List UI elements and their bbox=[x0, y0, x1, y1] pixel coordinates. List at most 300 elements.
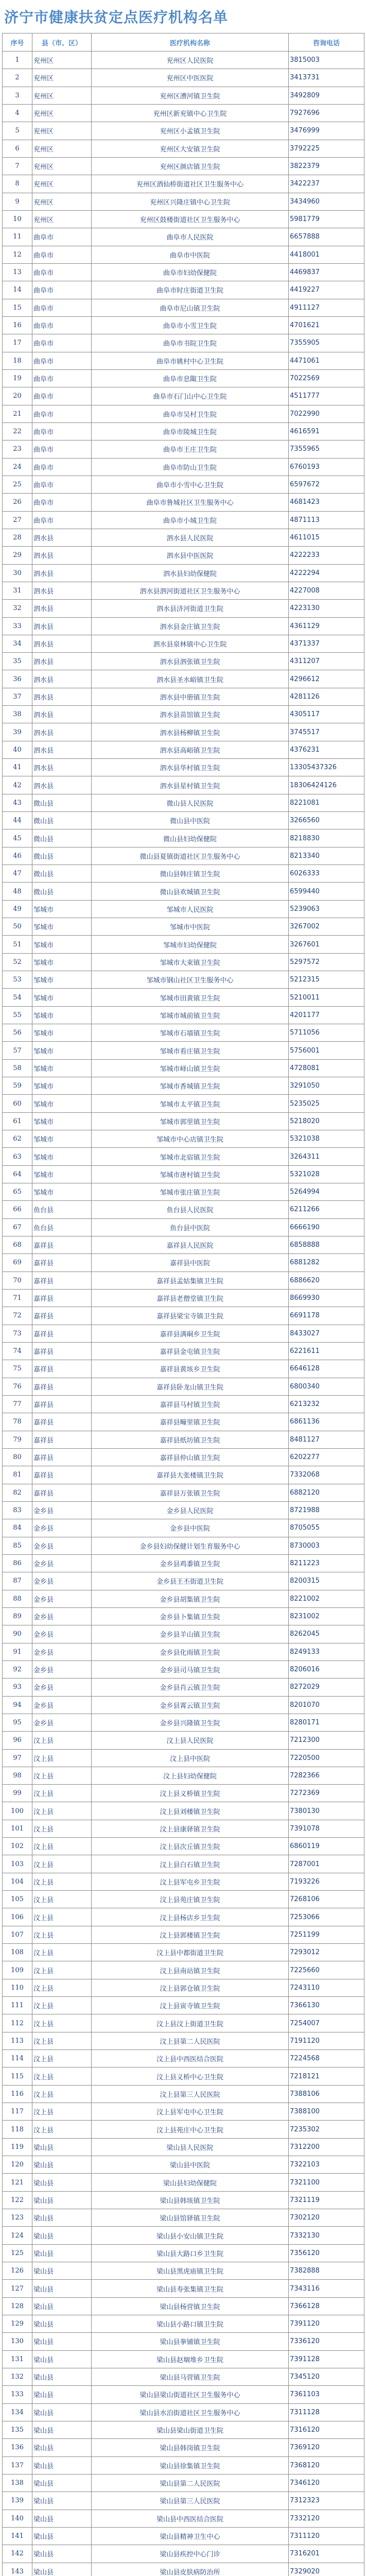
cell-institution: 泗水县中医医院 bbox=[92, 547, 289, 564]
cell-phone: 7368120 bbox=[289, 2456, 364, 2474]
table-row bbox=[3, 1501, 364, 1519]
table-row bbox=[3, 1218, 364, 1236]
cell-phone: 5756001 bbox=[289, 1042, 364, 1059]
cell-phone: 7336120 bbox=[289, 2333, 364, 2350]
cell-institution: 微山县妇幼保健院 bbox=[92, 829, 289, 847]
table-row bbox=[3, 511, 364, 529]
cell-institution: 曲阜市人民医院 bbox=[92, 228, 289, 246]
cell-serial: 51 bbox=[3, 936, 32, 953]
table-row bbox=[3, 1024, 364, 1042]
table-row bbox=[3, 1749, 364, 1767]
cell-institution: 邹城市张庄镇卫生院 bbox=[92, 1183, 289, 1201]
cell-phone: 3792225 bbox=[289, 140, 364, 157]
cell-institution: 汶上县妇幼保健院 bbox=[92, 1767, 289, 1784]
cell-institution: 汶上县中西医结合医院 bbox=[92, 2050, 289, 2067]
table-row bbox=[3, 2085, 364, 2103]
cell-phone: 7193226 bbox=[289, 1873, 364, 1890]
table-row bbox=[3, 741, 364, 758]
cell-county: 梁山县 bbox=[32, 2191, 92, 2209]
cell-serial: 80 bbox=[3, 1448, 32, 1466]
cell-phone: 3822379 bbox=[289, 157, 364, 175]
cell-phone: 4281126 bbox=[289, 688, 364, 705]
cell-institution: 兖州区新兖镇中心卫生院 bbox=[92, 104, 289, 122]
cell-serial: 9 bbox=[3, 193, 32, 210]
table-row bbox=[3, 458, 364, 476]
table-row bbox=[3, 1926, 364, 1943]
cell-county: 汶上县 bbox=[32, 1732, 92, 1749]
cell-phone: 7218121 bbox=[289, 2067, 364, 2085]
cell-serial: 81 bbox=[3, 1466, 32, 1484]
cell-county: 金乡县 bbox=[32, 1590, 92, 1607]
table-row bbox=[3, 494, 364, 511]
table-row bbox=[3, 865, 364, 883]
cell-phone: 3291050 bbox=[289, 1077, 364, 1095]
cell-county: 曲阜市 bbox=[32, 511, 92, 529]
cell-phone: 7388100 bbox=[289, 2103, 364, 2121]
cell-county: 曲阜市 bbox=[32, 263, 92, 281]
cell-institution: 梁山县疾控中心门诊 bbox=[92, 2545, 289, 2563]
cell-phone: 6882120 bbox=[289, 1484, 364, 1501]
cell-county: 汶上县 bbox=[32, 2085, 92, 2103]
cell-phone: 4371337 bbox=[289, 635, 364, 652]
cell-serial: 2 bbox=[3, 69, 32, 87]
cell-serial: 66 bbox=[3, 1201, 32, 1218]
cell-serial: 78 bbox=[3, 1413, 32, 1431]
cell-county: 邹城市 bbox=[32, 1006, 92, 1024]
cell-county: 邹城市 bbox=[32, 1042, 92, 1059]
cell-county: 汶上县 bbox=[32, 1838, 92, 1855]
cell-institution: 曲阜市小雪卫生院 bbox=[92, 316, 289, 334]
cell-phone: 8705055 bbox=[289, 1519, 364, 1537]
cell-phone: 7927696 bbox=[289, 104, 364, 122]
cell-phone: 6213232 bbox=[289, 1395, 364, 1413]
cell-phone: 8433027 bbox=[289, 1325, 364, 1342]
cell-county: 汶上县 bbox=[32, 1891, 92, 1908]
cell-county: 嘉祥县 bbox=[32, 1484, 92, 1501]
cell-phone: 8201070 bbox=[289, 1696, 364, 1714]
table-row bbox=[3, 2333, 364, 2350]
cell-institution: 泗水县华村镇卫生院 bbox=[92, 759, 289, 776]
table-row bbox=[3, 1006, 364, 1024]
table-row bbox=[3, 1607, 364, 1625]
cell-county: 泗水县 bbox=[32, 706, 92, 723]
table-row bbox=[3, 140, 364, 157]
cell-county: 金乡县 bbox=[32, 1625, 92, 1643]
cell-institution: 汶上县杨店乡卫生院 bbox=[92, 1908, 289, 1926]
cell-county: 汶上县 bbox=[32, 1944, 92, 1961]
table-row bbox=[3, 847, 364, 865]
cell-phone: 4361129 bbox=[289, 617, 364, 635]
cell-county: 梁山县 bbox=[32, 2474, 92, 2492]
cell-county: 泗水县 bbox=[32, 653, 92, 670]
cell-county: 嘉祥县 bbox=[32, 1448, 92, 1466]
table-row bbox=[3, 1413, 364, 1431]
table-row bbox=[3, 352, 364, 369]
cell-county: 曲阜市 bbox=[32, 316, 92, 334]
cell-serial: 48 bbox=[3, 883, 32, 900]
cell-institution: 金乡县肖云镇卫生院 bbox=[92, 1679, 289, 1696]
cell-phone: 3815003 bbox=[289, 52, 364, 69]
table-row bbox=[3, 1077, 364, 1095]
cell-county: 嘉祥县 bbox=[32, 1289, 92, 1307]
cell-serial: 24 bbox=[3, 458, 32, 476]
cell-institution: 曲阜市妇幼保健院 bbox=[92, 263, 289, 281]
cell-county: 曲阜市 bbox=[32, 352, 92, 369]
cell-institution: 汶上县白石镇卫生院 bbox=[92, 1855, 289, 1873]
cell-phone: 8211223 bbox=[289, 1554, 364, 1572]
cell-institution: 梁山县梁山街道社区卫生服务中心 bbox=[92, 2386, 289, 2403]
cell-phone: 3413731 bbox=[289, 69, 364, 87]
cell-institution: 梁山县水泊街道社区卫生服务中心 bbox=[92, 2403, 289, 2421]
table-row bbox=[3, 2103, 364, 2121]
table-row bbox=[3, 104, 364, 122]
cell-county: 嘉祥县 bbox=[32, 1360, 92, 1378]
table-row bbox=[3, 1997, 364, 2014]
cell-phone: 8213340 bbox=[289, 847, 364, 865]
cell-county: 曲阜市 bbox=[32, 476, 92, 493]
cell-phone: 8221081 bbox=[289, 794, 364, 811]
cell-phone: 7302120 bbox=[289, 2209, 364, 2227]
cell-institution: 嘉祥县疃里镇卫生院 bbox=[92, 1413, 289, 1431]
table-row bbox=[3, 2563, 364, 2576]
table-row bbox=[3, 688, 364, 705]
table-row bbox=[3, 2350, 364, 2368]
cell-phone: 13305437326 bbox=[289, 759, 364, 776]
table-row bbox=[3, 2545, 364, 2563]
cell-county: 金乡县 bbox=[32, 1607, 92, 1625]
cell-serial: 84 bbox=[3, 1519, 32, 1537]
cell-county: 曲阜市 bbox=[32, 458, 92, 476]
cell-county: 曲阜市 bbox=[32, 440, 92, 458]
cell-institution: 金乡县中医院 bbox=[92, 1519, 289, 1537]
cell-serial: 47 bbox=[3, 865, 32, 883]
table-row bbox=[3, 900, 364, 918]
cell-institution: 邹城市田黄镇卫生院 bbox=[92, 989, 289, 1006]
table-row bbox=[3, 1112, 364, 1130]
cell-phone: 7391120 bbox=[289, 2315, 364, 2333]
table-row bbox=[3, 2014, 364, 2032]
table-row bbox=[3, 529, 364, 546]
cell-county: 邹城市 bbox=[32, 971, 92, 989]
table-row bbox=[3, 1643, 364, 1660]
cell-phone: 5981779 bbox=[289, 210, 364, 228]
cell-institution: 邹城市中医院 bbox=[92, 918, 289, 936]
cell-serial: 140 bbox=[3, 2510, 32, 2527]
cell-serial: 53 bbox=[3, 971, 32, 989]
cell-serial: 90 bbox=[3, 1625, 32, 1643]
cell-institution: 邹城市香城镇卫生院 bbox=[92, 1077, 289, 1095]
cell-serial: 137 bbox=[3, 2456, 32, 2474]
cell-phone: 7312200 bbox=[289, 2138, 364, 2156]
table-row bbox=[3, 1572, 364, 1590]
cell-serial: 93 bbox=[3, 1679, 32, 1696]
cell-phone: 5321038 bbox=[289, 1130, 364, 1148]
cell-county: 嘉祥县 bbox=[32, 1395, 92, 1413]
cell-county: 嘉祥县 bbox=[32, 1413, 92, 1431]
table-row bbox=[3, 2368, 364, 2385]
cell-serial: 56 bbox=[3, 1024, 32, 1042]
cell-serial: 3 bbox=[3, 87, 32, 104]
cell-serial: 89 bbox=[3, 1607, 32, 1625]
cell-institution: 嘉祥县黄垓乡卫生院 bbox=[92, 1360, 289, 1378]
cell-serial: 105 bbox=[3, 1891, 32, 1908]
cell-phone: 7251199 bbox=[289, 1926, 364, 1943]
cell-serial: 133 bbox=[3, 2386, 32, 2403]
cell-phone: 4471061 bbox=[289, 352, 364, 369]
cell-phone: 6858888 bbox=[289, 1236, 364, 1253]
cell-institution: 嘉祥县金屯镇卫生院 bbox=[92, 1342, 289, 1360]
cell-county: 梁山县 bbox=[32, 2280, 92, 2297]
cell-institution: 泗水县杨柳镇卫生院 bbox=[92, 723, 289, 741]
cell-county: 汶上县 bbox=[32, 2014, 92, 2032]
cell-serial: 19 bbox=[3, 369, 32, 387]
cell-county: 梁山县 bbox=[32, 2244, 92, 2262]
table-row bbox=[3, 2227, 364, 2244]
cell-serial: 54 bbox=[3, 989, 32, 1006]
cell-county: 曲阜市 bbox=[32, 334, 92, 352]
cell-phone: 6026333 bbox=[289, 865, 364, 883]
cell-institution: 嘉祥县马村镇卫生院 bbox=[92, 1395, 289, 1413]
cell-county: 汶上县 bbox=[32, 1855, 92, 1873]
table-row bbox=[3, 1891, 364, 1908]
cell-county: 汶上县 bbox=[32, 1997, 92, 2014]
cell-county: 曲阜市 bbox=[32, 246, 92, 263]
cell-county: 汶上县 bbox=[32, 2103, 92, 2121]
cell-phone: 4701621 bbox=[289, 316, 364, 334]
cell-phone: 18306424126 bbox=[289, 776, 364, 794]
cell-phone: 5235025 bbox=[289, 1095, 364, 1112]
table-row bbox=[3, 2527, 364, 2545]
cell-institution: 梁山县黑虎庙镇卫生院 bbox=[92, 2262, 289, 2280]
cell-phone: 6657888 bbox=[289, 228, 364, 246]
cell-serial: 95 bbox=[3, 1714, 32, 1731]
table-row bbox=[3, 1838, 364, 1855]
cell-phone: 4296612 bbox=[289, 670, 364, 688]
table-row bbox=[3, 1360, 364, 1378]
cell-serial: 42 bbox=[3, 776, 32, 794]
table-row bbox=[3, 2403, 364, 2421]
cell-phone: 6666190 bbox=[289, 1218, 364, 1236]
cell-serial: 22 bbox=[3, 422, 32, 440]
cell-institution: 邹城市郭里镇卫生院 bbox=[92, 1112, 289, 1130]
cell-serial: 61 bbox=[3, 1112, 32, 1130]
table-row bbox=[3, 1660, 364, 1678]
cell-institution: 汶上县苑庄中心卫生院 bbox=[92, 2121, 289, 2138]
cell-serial: 115 bbox=[3, 2067, 32, 2085]
table-row bbox=[3, 971, 364, 989]
cell-institution: 邹城市太平镇卫生院 bbox=[92, 1095, 289, 1112]
cell-county: 泗水县 bbox=[32, 564, 92, 582]
table-body bbox=[3, 52, 364, 2576]
cell-county: 邹城市 bbox=[32, 1165, 92, 1183]
cell-institution: 梁山县小路口镇卫生院 bbox=[92, 2315, 289, 2333]
cell-serial: 26 bbox=[3, 494, 32, 511]
cell-institution: 汶上县郭楼镇卫生院 bbox=[92, 1926, 289, 1943]
cell-county: 梁山县 bbox=[32, 2174, 92, 2191]
cell-serial: 129 bbox=[3, 2315, 32, 2333]
table-row bbox=[3, 1325, 364, 1342]
cell-institution: 梁山县韩岗镇卫生院 bbox=[92, 2439, 289, 2456]
cell-institution: 嘉祥县孟姑集镇卫生院 bbox=[92, 1272, 289, 1289]
table-row bbox=[3, 1183, 364, 1201]
table-row bbox=[3, 1042, 364, 1059]
table-row bbox=[3, 2138, 364, 2156]
cell-phone: 4376231 bbox=[289, 741, 364, 758]
cell-institution: 兖州区中医医院 bbox=[92, 69, 289, 87]
cell-institution: 微山县夏镇街道社区卫生服务中心 bbox=[92, 847, 289, 865]
cell-county: 曲阜市 bbox=[32, 228, 92, 246]
table-row bbox=[3, 1855, 364, 1873]
table-row bbox=[3, 2492, 364, 2510]
cell-county: 兖州区 bbox=[32, 210, 92, 228]
cell-phone: 8721988 bbox=[289, 1501, 364, 1519]
cell-county: 梁山县 bbox=[32, 2350, 92, 2368]
cell-phone: 6691178 bbox=[289, 1307, 364, 1325]
table-row bbox=[3, 706, 364, 723]
cell-serial: 100 bbox=[3, 1802, 32, 1820]
header-institution: 医疗机构名称 bbox=[92, 33, 289, 52]
cell-institution: 汶上县次丘镇卫生院 bbox=[92, 1838, 289, 1855]
table-row bbox=[3, 1466, 364, 1484]
cell-phone: 7022990 bbox=[289, 405, 364, 422]
cell-county: 鱼台县 bbox=[32, 1218, 92, 1236]
table-row bbox=[3, 547, 364, 564]
cell-serial: 45 bbox=[3, 829, 32, 847]
cell-institution: 梁山县妇幼保健院 bbox=[92, 2174, 289, 2191]
cell-county: 梁山县 bbox=[32, 2456, 92, 2474]
cell-serial: 96 bbox=[3, 1732, 32, 1749]
cell-county: 梁山县 bbox=[32, 2156, 92, 2174]
cell-phone: 7191120 bbox=[289, 2032, 364, 2049]
cell-phone: 7382888 bbox=[289, 2262, 364, 2280]
cell-phone: 8272029 bbox=[289, 1679, 364, 1696]
cell-serial: 86 bbox=[3, 1554, 32, 1572]
cell-serial: 124 bbox=[3, 2227, 32, 2244]
cell-phone: 8231002 bbox=[289, 1607, 364, 1625]
cell-phone: 8669930 bbox=[289, 1289, 364, 1307]
cell-institution: 邹城市唐村镇卫生院 bbox=[92, 1165, 289, 1183]
cell-institution: 曲阜市鲁城社区卫生服务中心 bbox=[92, 494, 289, 511]
cell-phone: 8262045 bbox=[289, 1625, 364, 1643]
cell-institution: 邹城市城前镇卫生院 bbox=[92, 1006, 289, 1024]
cell-county: 汶上县 bbox=[32, 1785, 92, 1802]
table-row bbox=[3, 1342, 364, 1360]
cell-county: 梁山县 bbox=[32, 2527, 92, 2545]
cell-county: 泗水县 bbox=[32, 776, 92, 794]
cell-phone: 8206016 bbox=[289, 1660, 364, 1678]
document-title: 济宁市健康扶贫定点医疗机构名单 bbox=[4, 9, 229, 26]
table-row bbox=[3, 87, 364, 104]
table-row bbox=[3, 210, 364, 228]
cell-phone: 7355965 bbox=[289, 440, 364, 458]
cell-institution: 梁山县中医院 bbox=[92, 2156, 289, 2174]
table-row bbox=[3, 334, 364, 352]
cell-county: 泗水县 bbox=[32, 759, 92, 776]
cell-serial: 109 bbox=[3, 1961, 32, 1979]
cell-county: 泗水县 bbox=[32, 529, 92, 546]
cell-county: 兖州区 bbox=[32, 52, 92, 69]
cell-phone: 7332120 bbox=[289, 2510, 364, 2527]
table-row bbox=[3, 2474, 364, 2492]
cell-institution: 嘉祥县纸坊镇卫生院 bbox=[92, 1431, 289, 1448]
cell-institution: 梁山县赵堌堆乡卫生院 bbox=[92, 2350, 289, 2368]
cell-phone: 7355905 bbox=[289, 334, 364, 352]
cell-county: 汶上县 bbox=[32, 1961, 92, 1979]
cell-county: 金乡县 bbox=[32, 1660, 92, 1678]
cell-county: 汶上县 bbox=[32, 1820, 92, 1837]
cell-phone: 7224568 bbox=[289, 2050, 364, 2067]
cell-serial: 62 bbox=[3, 1130, 32, 1148]
cell-institution: 微山县韩庄镇卫生院 bbox=[92, 865, 289, 883]
header-county: 县（市、区） bbox=[32, 33, 92, 52]
cell-county: 兖州区 bbox=[32, 175, 92, 193]
table-row bbox=[3, 812, 364, 829]
cell-serial: 130 bbox=[3, 2333, 32, 2350]
cell-serial: 88 bbox=[3, 1590, 32, 1607]
cell-serial: 122 bbox=[3, 2191, 32, 2209]
cell-serial: 34 bbox=[3, 635, 32, 652]
cell-county: 梁山县 bbox=[32, 2315, 92, 2333]
table-row bbox=[3, 723, 364, 741]
cell-institution: 汶上县南站镇卫生院 bbox=[92, 1961, 289, 1979]
cell-phone: 7287001 bbox=[289, 1855, 364, 1873]
table-row bbox=[3, 1272, 364, 1289]
cell-county: 曲阜市 bbox=[32, 387, 92, 405]
cell-phone: 7316201 bbox=[289, 2545, 364, 2563]
cell-institution: 金乡县妇幼保健计划生育服务中心 bbox=[92, 1537, 289, 1554]
cell-county: 邹城市 bbox=[32, 1095, 92, 1112]
cell-county: 微山县 bbox=[32, 847, 92, 865]
cell-county: 汶上县 bbox=[32, 1926, 92, 1943]
cell-phone: 8200315 bbox=[289, 1572, 364, 1590]
cell-serial: 127 bbox=[3, 2280, 32, 2297]
cell-phone: 6202277 bbox=[289, 1448, 364, 1466]
cell-county: 梁山县 bbox=[32, 2403, 92, 2421]
table-header-row bbox=[3, 33, 364, 52]
table-row bbox=[3, 369, 364, 387]
cell-phone: 4616591 bbox=[289, 422, 364, 440]
institution-table bbox=[2, 33, 364, 2576]
cell-institution: 泗水县金庄镇卫生院 bbox=[92, 617, 289, 635]
cell-institution: 邹城市峄山镇卫生院 bbox=[92, 1059, 289, 1077]
cell-institution: 汶上县义桥镇卫生院 bbox=[92, 1785, 289, 1802]
cell-serial: 33 bbox=[3, 617, 32, 635]
table-row bbox=[3, 1908, 364, 1926]
cell-county: 嘉祥县 bbox=[32, 1236, 92, 1253]
cell-institution: 邹城市妇幼保健院 bbox=[92, 936, 289, 953]
table-row bbox=[3, 2244, 364, 2262]
cell-institution: 曲阜市小雪中心卫生院 bbox=[92, 476, 289, 493]
cell-county: 邹城市 bbox=[32, 1130, 92, 1148]
cell-county: 金乡县 bbox=[32, 1679, 92, 1696]
cell-county: 汶上县 bbox=[32, 1873, 92, 1890]
cell-county: 邹城市 bbox=[32, 936, 92, 953]
cell-serial: 69 bbox=[3, 1254, 32, 1272]
table-row bbox=[3, 1732, 364, 1749]
cell-institution: 梁山县韩垓镇卫生院 bbox=[92, 2191, 289, 2209]
header-phone: 咨询电话 bbox=[289, 33, 364, 52]
cell-phone: 4227008 bbox=[289, 582, 364, 599]
cell-serial: 107 bbox=[3, 1926, 32, 1943]
cell-institution: 邹城市人民医院 bbox=[92, 900, 289, 918]
cell-phone: 7243110 bbox=[289, 1979, 364, 1996]
cell-phone: 4222233 bbox=[289, 547, 364, 564]
table-row bbox=[3, 1873, 364, 1890]
table-row bbox=[3, 670, 364, 688]
cell-institution: 嘉祥县人民医院 bbox=[92, 1236, 289, 1253]
cell-county: 泗水县 bbox=[32, 741, 92, 758]
cell-county: 嘉祥县 bbox=[32, 1466, 92, 1484]
